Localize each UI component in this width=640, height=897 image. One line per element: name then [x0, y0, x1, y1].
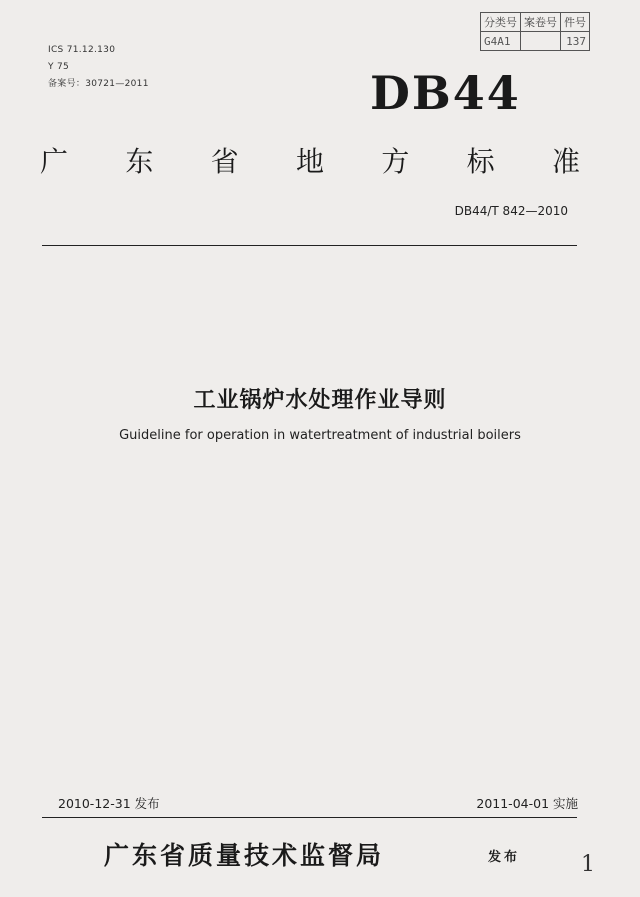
standard-type-char: 省: [210, 145, 239, 178]
archive-stamp-value: G4A1: [481, 32, 521, 51]
standard-type-char: 广: [40, 145, 69, 178]
archive-stamp-value: [521, 32, 561, 51]
standard-type-char: 标: [466, 145, 495, 178]
page-number: 1: [581, 852, 595, 877]
standard-type-char: 地: [295, 145, 324, 178]
category-code: Y 75: [48, 62, 70, 72]
standard-type-char: 准: [551, 145, 580, 178]
bottom-divider: [42, 817, 577, 818]
issued-label: 发布: [488, 850, 521, 865]
issue-date: 2010-12-31 发布: [58, 796, 160, 811]
archive-stamp-value-row: [481, 32, 590, 51]
issuing-authority: 广东省质量技术监督局: [104, 841, 385, 870]
archive-stamp-header: 分类号: [481, 13, 521, 32]
top-divider: [42, 245, 577, 246]
archive-stamp-value: 137: [561, 32, 590, 51]
ics-code: ICS 71.12.130: [48, 45, 116, 55]
standard-type-heading: [40, 140, 580, 180]
record-number: 备案号：30721—2011: [48, 79, 149, 89]
archive-stamp-header: 案卷号: [521, 13, 561, 32]
archive-stamp: [480, 12, 590, 51]
standard-code: DB44/T 842—2010: [454, 204, 568, 218]
archive-stamp-header-row: [481, 13, 590, 32]
standard-type-char: 方: [381, 145, 410, 178]
series-logo: DB44: [370, 66, 521, 120]
archive-stamp-header: 件号: [561, 13, 590, 32]
title-english: Guideline for operation in watertreatment of industrial boilers: [119, 428, 521, 443]
metadata-block: [48, 42, 149, 93]
implementation-date: 2011-04-01 实施: [476, 796, 578, 811]
standard-type-char: 东: [125, 145, 154, 178]
title-chinese: 工业锅炉水处理作业导则: [193, 388, 447, 413]
